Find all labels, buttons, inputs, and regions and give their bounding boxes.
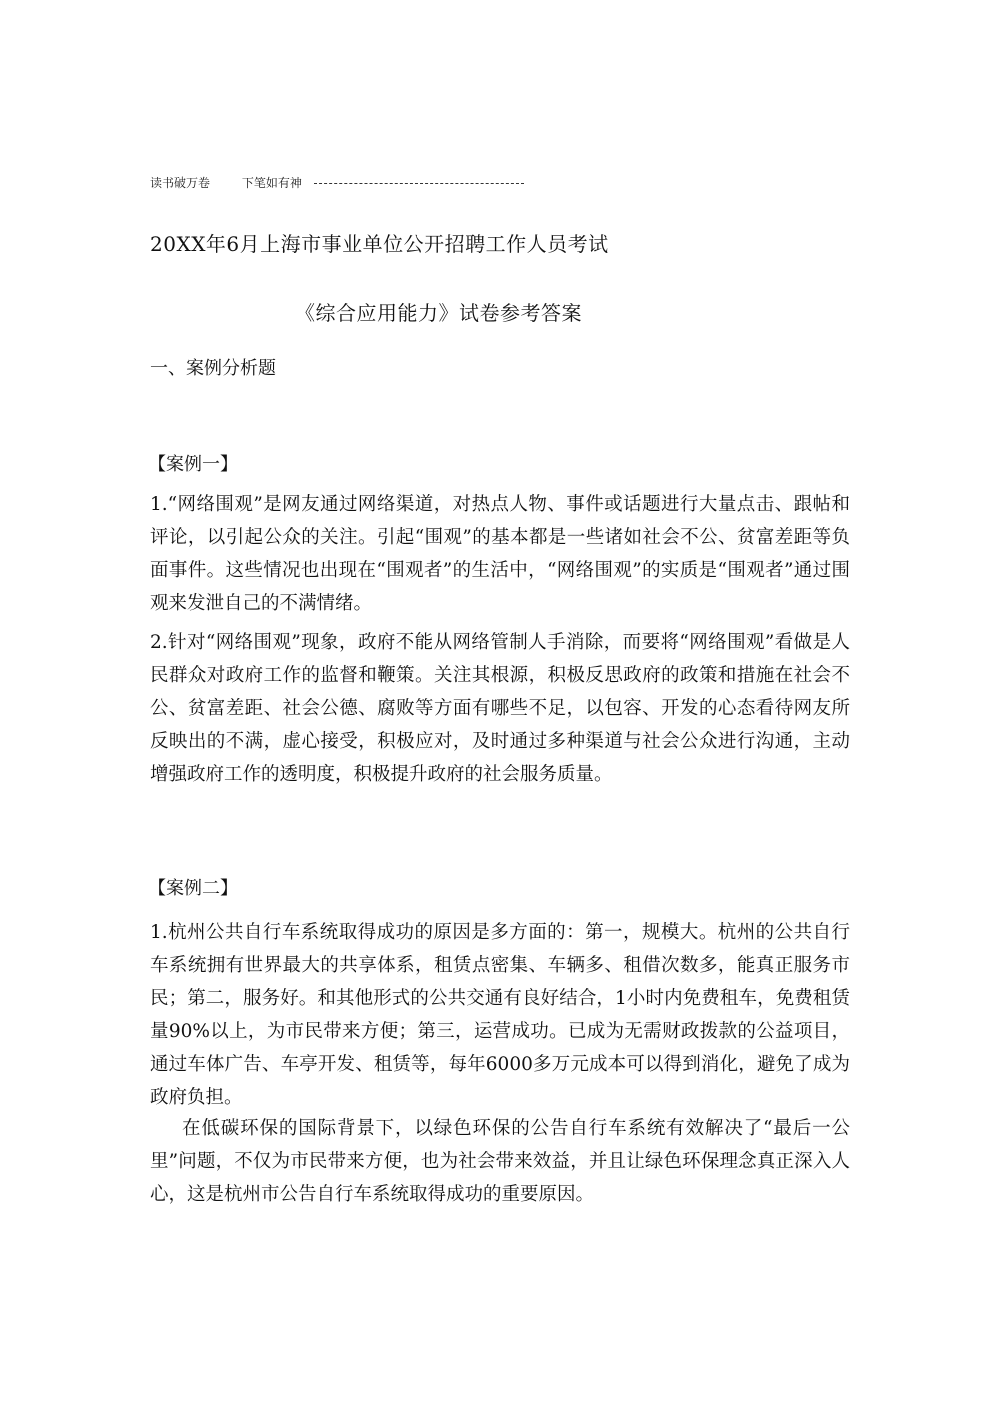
page-header [150, 174, 524, 191]
case-one-answer-2: 2.针对“网络围观”现象，政府不能从网络管制人手消除，而要将“网络围观”看做是人民群众对政府工作的监督和鞭策。关注其根源，积极反思政府的政策和措施在社会不公、贫富差距、社会公德、腐败等方面有哪些不足，以包容、开发的心态看待网友所反映出的不满，虚心接受，积极应对，及时通过多种渠道与社会公众进行沟通，主动增强政府工作的透明度，积极提升政府的社会服务质量。 [150, 632, 850, 785]
document-title: 20XX年6月上海市事业单位公开招聘工作人员考试 [150, 232, 609, 256]
header-dashed-rule [314, 183, 524, 184]
header-right-text: 下笔如有神 [241, 176, 302, 190]
case-two-answer-1: 1.杭州公共自行车系统取得成功的原因是多方面的：第一，规模大。杭州的公共自行车系统拥有世界最大的共享体系，租赁点密集、车辆多、租借次数多，能真正服务市民；第二，服务好。和其他形式的公共交通有良好结合，1小时内免费租车，免费租赁量90%以上，为市民带来方便；第三，运营成功。已成为无需财政拨款的公益项目，通过车体广告、车亭开发、租赁等，每年6000多万元成本可以得到消化，避免了成为政府负担。 [150, 922, 850, 1108]
case-two-answer-2: 在低碳环保的国际背景下，以绿色环保的公告自行车系统有效解决了“最后一公里”问题，不仅为市民带来方便，也为社会带来效益，并且让绿色环保理念真正深入人心，这是杭州市公告自行车系统取得成功的重要原因。 [150, 1118, 850, 1205]
header-left-text: 读书破万卷 [150, 176, 211, 190]
case-two-heading: 【案例二】 [148, 878, 238, 899]
document-subtitle: 《综合应用能力》试卷参考答案 [295, 301, 582, 325]
case-one-answer-1: 1.“网络围观”是网友通过网络渠道，对热点人物、事件或话题进行大量点击、跟帖和评论，以引起公众的关注。引起“围观”的基本都是一些诸如社会不公、贫富差距等负面事件。这些情况也出现在“围观者”的生活中，“网络围观”的实质是“围观者”通过围观来发泄自己的不满情绪。 [150, 494, 850, 614]
case-one-heading: 【案例一】 [148, 454, 238, 475]
section-heading: 一、案例分析题 [150, 358, 276, 379]
